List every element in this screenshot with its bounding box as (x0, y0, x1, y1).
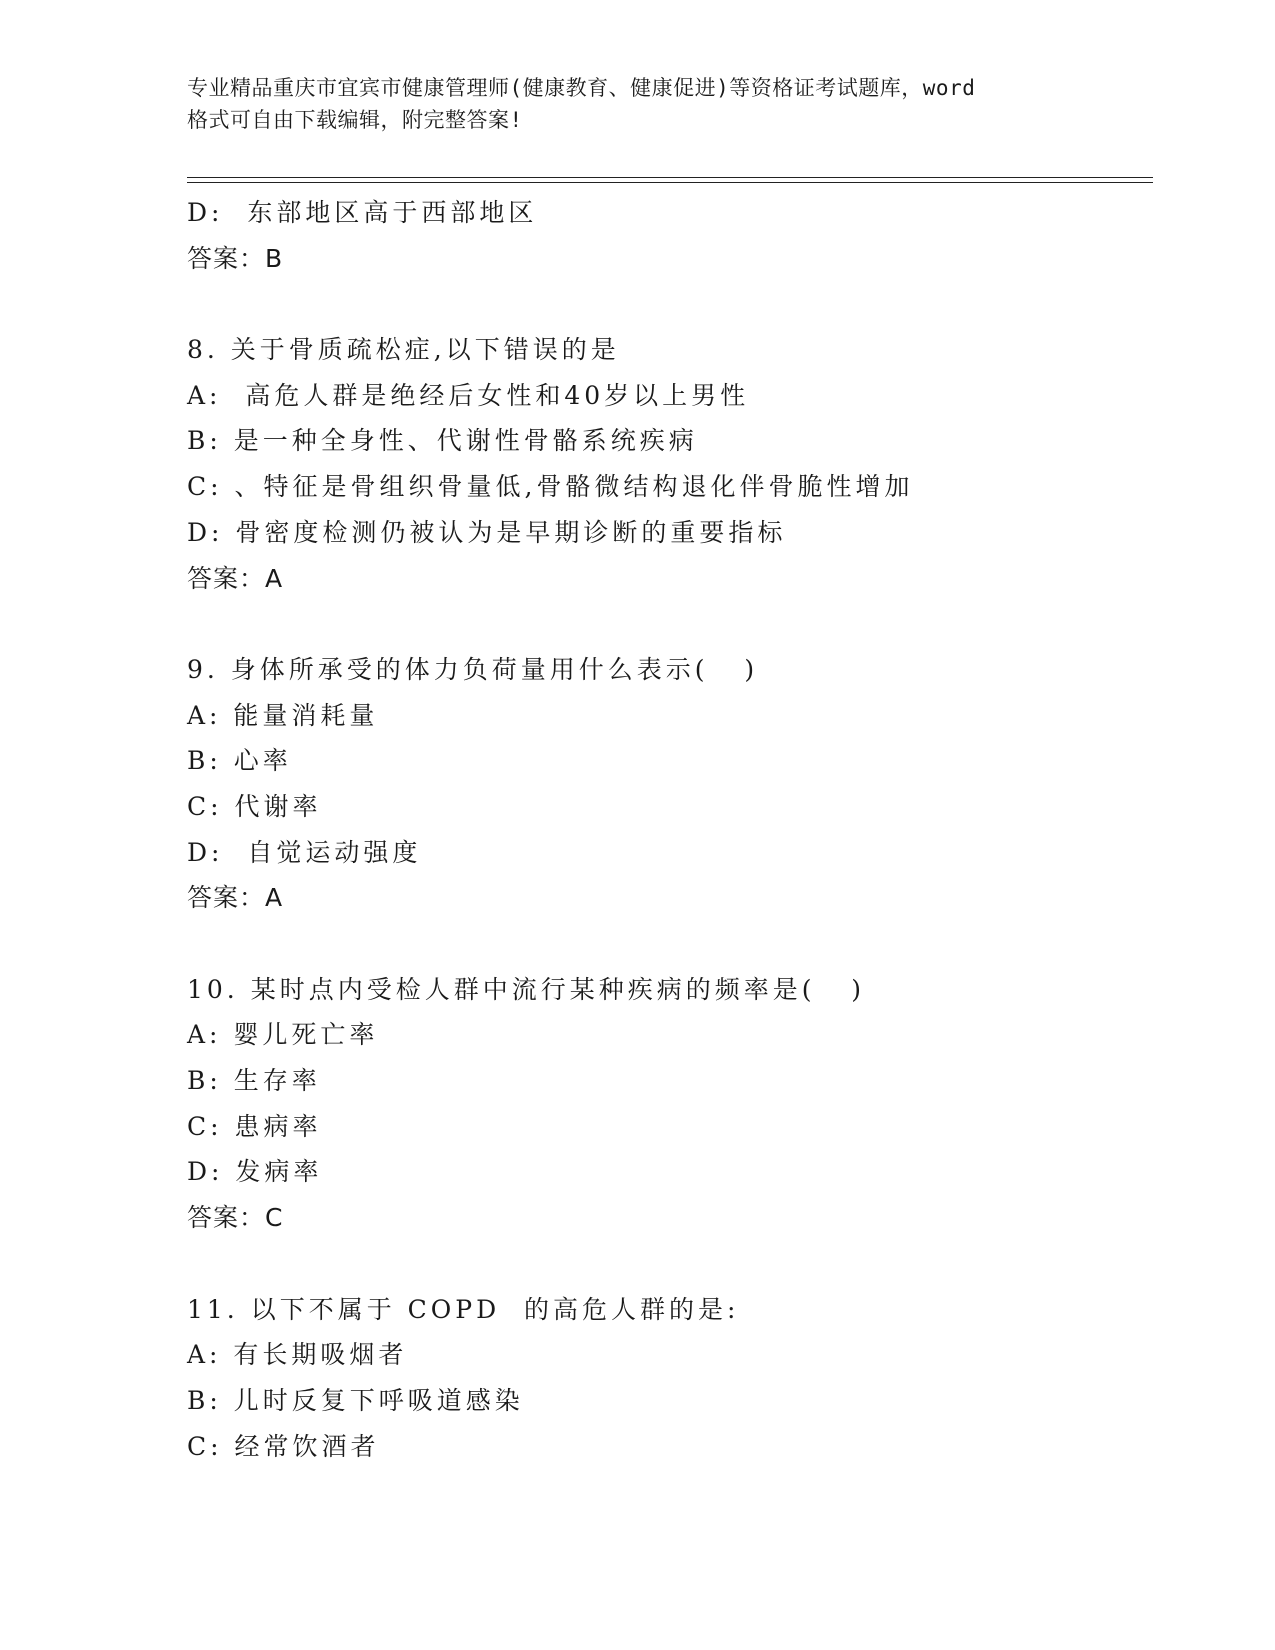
question-9 (187, 647, 1147, 921)
option-c: C: 、特征是骨组织骨量低,骨骼微结构退化伴骨脆性增加 (187, 472, 914, 502)
spacer (187, 1241, 1147, 1287)
question-11 (187, 1287, 1147, 1470)
question-stem: 10. 某时点内受检人群中流行某种疾病的频率是( ) (187, 974, 866, 1004)
option-a: A: 婴儿死亡率 (187, 1020, 379, 1050)
spacer (187, 281, 1147, 327)
option-a: A: 能量消耗量 (187, 700, 379, 730)
option-c: C: 经常饮酒者 (187, 1431, 380, 1461)
option-a: A: 高危人群是绝经后女性和40岁以上男性 (187, 380, 750, 410)
question-stem: 8. 关于骨质疏松症,以下错误的是 (187, 335, 620, 365)
option-d: D: 发病率 (187, 1157, 323, 1187)
question-stem: 9. 身体所承受的体力负荷量用什么表示( ) (187, 654, 759, 684)
question-stem: 11. 以下不属于 COPD 的高危人群的是: (187, 1294, 740, 1324)
header-line-2: 格式可自由下载编辑，附完整答案! (187, 108, 523, 132)
answer: 答案：C (187, 1203, 284, 1233)
option-d: D: 自觉运动强度 (187, 837, 422, 867)
option-b: B: 儿时反复下呼吸道感染 (187, 1385, 524, 1415)
question-content (187, 190, 1147, 1469)
prev-answer: 答案：B (187, 243, 284, 273)
option-d: D: 骨密度检测仍被认为是早期诊断的重要指标 (187, 517, 787, 547)
option-b: B: 是一种全身性、代谢性骨骼系统疾病 (187, 426, 698, 456)
document-header (187, 72, 1087, 136)
option-c: C: 患病率 (187, 1111, 322, 1141)
prev-option-d: D: 东部地区高于西部地区 (187, 198, 538, 227)
option-b: B: 生存率 (187, 1066, 321, 1096)
answer: 答案：A (187, 883, 284, 913)
header-rule-top (187, 177, 1153, 178)
header-rule-bottom (187, 182, 1153, 183)
question-10 (187, 967, 1147, 1241)
question-8 (187, 327, 1147, 601)
option-c: C: 代谢率 (187, 791, 322, 821)
spacer (187, 921, 1147, 967)
option-a: A: 有长期吸烟者 (187, 1340, 408, 1370)
option-b: B: 心率 (187, 746, 292, 776)
answer: 答案：A (187, 563, 284, 593)
spacer (187, 601, 1147, 647)
header-line-1: 专业精品重庆市宜宾市健康管理师(健康教育、健康促进)等资格证考试题库，word (187, 76, 976, 100)
